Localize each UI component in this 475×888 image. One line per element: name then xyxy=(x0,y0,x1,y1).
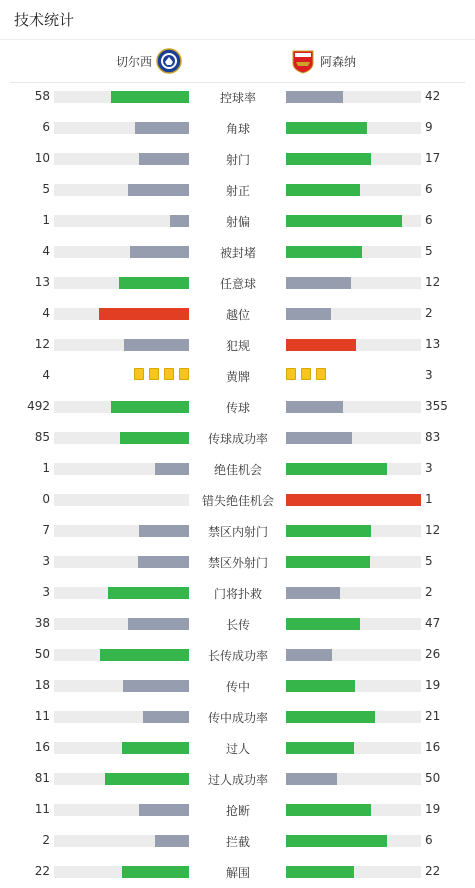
away-bar-track xyxy=(286,618,421,630)
stat-row xyxy=(0,639,475,670)
stat-row xyxy=(0,825,475,856)
home-bar-fill xyxy=(155,835,189,847)
away-bar-track xyxy=(286,463,421,475)
away-bar-track xyxy=(286,649,421,661)
away-bar-fill xyxy=(286,742,354,754)
home-value: 11 xyxy=(34,709,50,723)
away-value: 50 xyxy=(425,771,441,785)
away-bar-fill xyxy=(286,91,343,103)
stat-row xyxy=(0,329,475,360)
arsenal-crest-icon xyxy=(290,48,316,74)
away-yellow-cards xyxy=(286,368,326,380)
home-value: 18 xyxy=(34,678,50,692)
away-value: 16 xyxy=(425,740,441,754)
stat-row xyxy=(0,174,475,205)
stat-label: 拦截 xyxy=(225,835,250,849)
stat-label: 绝佳机会 xyxy=(213,463,262,477)
home-value: 85 xyxy=(34,430,50,444)
home-value: 81 xyxy=(34,771,50,785)
away-bar-fill xyxy=(286,680,355,692)
home-value: 3 xyxy=(42,585,50,599)
away-value: 5 xyxy=(425,244,433,258)
home-value: 13 xyxy=(34,275,50,289)
away-bar-track xyxy=(286,680,421,692)
yellow-card-icon xyxy=(316,368,326,380)
home-bar-fill xyxy=(139,804,189,816)
away-value: 6 xyxy=(425,182,433,196)
stat-row xyxy=(0,763,475,794)
away-value: 6 xyxy=(425,213,433,227)
home-bar-fill xyxy=(135,122,189,134)
away-bar-fill xyxy=(286,339,356,351)
home-bar-fill xyxy=(111,91,189,103)
away-value: 17 xyxy=(425,151,441,165)
stat-label: 被封堵 xyxy=(219,246,256,260)
home-value: 4 xyxy=(42,368,50,382)
away-value: 6 xyxy=(425,833,433,847)
away-bar-track xyxy=(286,153,421,165)
away-value: 12 xyxy=(425,275,441,289)
away-value: 47 xyxy=(425,616,441,630)
stat-label: 任意球 xyxy=(219,277,256,291)
away-bar-track xyxy=(286,308,421,320)
home-value: 10 xyxy=(34,151,50,165)
stat-row xyxy=(0,484,475,515)
home-value: 7 xyxy=(42,523,50,537)
home-bar-track xyxy=(54,494,189,506)
home-bar-track xyxy=(54,308,189,320)
away-bar-track xyxy=(286,587,421,599)
home-bar-fill xyxy=(122,866,190,878)
stat-row xyxy=(0,422,475,453)
home-team[interactable] xyxy=(116,40,182,82)
home-bar-fill xyxy=(122,742,190,754)
home-bar-track xyxy=(54,246,189,258)
home-bar-fill xyxy=(100,649,189,661)
chelsea-crest-icon xyxy=(156,48,182,74)
home-bar-track xyxy=(54,711,189,723)
home-bar-fill xyxy=(143,711,189,723)
home-value: 6 xyxy=(42,120,50,134)
home-value: 12 xyxy=(34,337,50,351)
stat-label: 过人成功率 xyxy=(207,773,268,787)
home-bar-fill xyxy=(105,773,189,785)
home-bar-track xyxy=(54,153,189,165)
yellow-card-icon xyxy=(164,368,174,380)
home-yellow-cards xyxy=(134,368,189,380)
stat-row xyxy=(0,670,475,701)
home-team-name: 切尔西 xyxy=(115,54,152,69)
home-bar-fill xyxy=(111,401,189,413)
stat-row xyxy=(0,856,475,887)
away-bar-track xyxy=(286,494,421,506)
stat-label: 抢断 xyxy=(225,804,250,818)
home-bar-track xyxy=(54,91,189,103)
away-value: 42 xyxy=(425,89,441,103)
home-bar-track xyxy=(54,804,189,816)
stat-label: 长传 xyxy=(225,618,250,632)
away-bar-fill xyxy=(286,432,352,444)
stat-row xyxy=(0,81,475,112)
away-value: 3 xyxy=(425,368,433,382)
home-bar-track xyxy=(54,122,189,134)
home-bar-track xyxy=(54,618,189,630)
home-bar-track xyxy=(54,587,189,599)
away-bar-fill xyxy=(286,587,340,599)
away-value: 26 xyxy=(425,647,441,661)
away-bar-track xyxy=(286,835,421,847)
away-value: 1 xyxy=(425,492,433,506)
away-value: 19 xyxy=(425,678,441,692)
away-value: 22 xyxy=(425,864,441,878)
stat-label: 错失绝佳机会 xyxy=(201,494,274,508)
stat-row xyxy=(0,608,475,639)
away-bar-fill xyxy=(286,184,360,196)
stat-row xyxy=(0,205,475,236)
away-bar-fill xyxy=(286,277,351,289)
stat-label: 越位 xyxy=(225,308,250,322)
home-bar-fill xyxy=(128,618,189,630)
away-bar-fill xyxy=(286,525,371,537)
away-bar-track xyxy=(286,277,421,289)
home-value: 58 xyxy=(34,89,50,103)
stat-row xyxy=(0,298,475,329)
home-bar-track xyxy=(54,835,189,847)
yellow-card-icon xyxy=(149,368,159,380)
stat-label: 传中成功率 xyxy=(207,711,268,725)
away-bar-fill xyxy=(286,556,370,568)
home-bar-track xyxy=(54,215,189,227)
away-value: 5 xyxy=(425,554,433,568)
stat-label: 传球成功率 xyxy=(207,432,268,446)
stat-label: 传球 xyxy=(225,401,250,415)
away-bar-fill xyxy=(286,308,331,320)
home-bar-track xyxy=(54,277,189,289)
stat-label: 过人 xyxy=(225,742,250,756)
stat-label: 控球率 xyxy=(219,91,256,105)
away-value: 83 xyxy=(425,430,441,444)
home-value: 16 xyxy=(34,740,50,754)
away-value: 3 xyxy=(425,461,433,475)
home-bar-track xyxy=(54,463,189,475)
away-value: 355 xyxy=(425,399,448,413)
home-bar-fill xyxy=(99,308,189,320)
stat-row xyxy=(0,515,475,546)
away-value: 2 xyxy=(425,585,433,599)
yellow-card-icon xyxy=(286,368,296,380)
home-bar-track xyxy=(54,401,189,413)
away-team-name: 阿森纳 xyxy=(320,54,357,69)
home-value: 22 xyxy=(34,864,50,878)
away-bar-track xyxy=(286,339,421,351)
away-bar-track xyxy=(286,773,421,785)
away-bar-fill xyxy=(286,711,375,723)
stats-list xyxy=(0,81,475,887)
away-team[interactable] xyxy=(290,40,356,82)
yellow-card-icon xyxy=(301,368,311,380)
away-value: 21 xyxy=(425,709,441,723)
away-value: 2 xyxy=(425,306,433,320)
away-value: 9 xyxy=(425,120,433,134)
away-bar-fill xyxy=(286,773,337,785)
stat-label: 禁区内射门 xyxy=(207,525,268,539)
away-bar-track xyxy=(286,91,421,103)
stat-row xyxy=(0,391,475,422)
home-bar-track xyxy=(54,432,189,444)
stat-row xyxy=(0,143,475,174)
home-value: 3 xyxy=(42,554,50,568)
home-value: 38 xyxy=(34,616,50,630)
away-bar-fill xyxy=(286,246,362,258)
away-bar-track xyxy=(286,215,421,227)
home-value: 5 xyxy=(42,182,50,196)
home-bar-fill xyxy=(108,587,189,599)
away-bar-fill xyxy=(286,866,354,878)
home-bar-track xyxy=(54,184,189,196)
home-bar-track xyxy=(54,680,189,692)
stat-label: 禁区外射门 xyxy=(207,556,268,570)
stat-row xyxy=(0,360,475,391)
home-bar-track xyxy=(54,866,189,878)
stat-row xyxy=(0,236,475,267)
home-bar-track xyxy=(54,556,189,568)
stat-label: 传中 xyxy=(225,680,250,694)
yellow-card-icon xyxy=(179,368,189,380)
home-bar-track xyxy=(54,773,189,785)
home-bar-fill xyxy=(170,215,189,227)
home-bar-fill xyxy=(139,153,189,165)
away-bar-track xyxy=(286,742,421,754)
team-header xyxy=(10,40,465,83)
away-value: 13 xyxy=(425,337,441,351)
home-value: 1 xyxy=(42,461,50,475)
away-bar-track xyxy=(286,184,421,196)
home-bar-track xyxy=(54,649,189,661)
stat-label: 门将扑救 xyxy=(213,587,262,601)
away-bar-fill xyxy=(286,835,387,847)
away-bar-fill xyxy=(286,153,371,165)
yellow-card-icon xyxy=(134,368,144,380)
away-bar-fill xyxy=(286,463,387,475)
away-bar-track xyxy=(286,401,421,413)
stat-label: 长传成功率 xyxy=(207,649,268,663)
stat-label: 犯规 xyxy=(225,339,250,353)
home-bar-fill xyxy=(119,277,189,289)
away-bar-fill xyxy=(286,618,360,630)
stat-label: 黄牌 xyxy=(225,370,250,384)
stat-label: 射门 xyxy=(225,153,250,167)
home-bar-fill xyxy=(138,556,189,568)
away-bar-track xyxy=(286,432,421,444)
stat-row xyxy=(0,701,475,732)
home-bar-track xyxy=(54,742,189,754)
home-value: 1 xyxy=(42,213,50,227)
home-value: 2 xyxy=(42,833,50,847)
stat-row xyxy=(0,794,475,825)
stat-row xyxy=(0,112,475,143)
away-bar-track xyxy=(286,556,421,568)
away-bar-fill xyxy=(286,401,343,413)
stat-label: 解围 xyxy=(225,866,250,880)
home-bar-track xyxy=(54,525,189,537)
home-bar-fill xyxy=(139,525,189,537)
away-bar-fill xyxy=(286,804,371,816)
home-value: 11 xyxy=(34,802,50,816)
away-bar-fill xyxy=(286,122,367,134)
away-bar-fill xyxy=(286,649,332,661)
home-value: 4 xyxy=(42,244,50,258)
home-bar-fill xyxy=(128,184,189,196)
home-value: 50 xyxy=(34,647,50,661)
page-title: 技术统计 xyxy=(0,0,475,40)
home-bar-fill xyxy=(124,339,189,351)
away-bar-fill xyxy=(286,215,402,227)
stat-row xyxy=(0,732,475,763)
away-value: 12 xyxy=(425,523,441,537)
home-bar-fill xyxy=(155,463,189,475)
home-value: 0 xyxy=(42,492,50,506)
home-value: 492 xyxy=(27,399,50,413)
home-bar-fill xyxy=(120,432,189,444)
home-bar-fill xyxy=(130,246,189,258)
away-value: 19 xyxy=(425,802,441,816)
stat-row xyxy=(0,546,475,577)
home-bar-track xyxy=(54,339,189,351)
home-value: 4 xyxy=(42,306,50,320)
home-bar-fill xyxy=(123,680,189,692)
away-bar-track xyxy=(286,246,421,258)
away-bar-track xyxy=(286,866,421,878)
away-bar-fill xyxy=(286,494,421,506)
away-bar-track xyxy=(286,804,421,816)
stat-label: 射正 xyxy=(225,184,250,198)
away-bar-track xyxy=(286,525,421,537)
stat-row xyxy=(0,453,475,484)
stat-row xyxy=(0,267,475,298)
away-bar-track xyxy=(286,711,421,723)
stat-row xyxy=(0,577,475,608)
stat-label: 角球 xyxy=(225,122,250,136)
stat-label: 射偏 xyxy=(225,215,250,229)
away-bar-track xyxy=(286,122,421,134)
